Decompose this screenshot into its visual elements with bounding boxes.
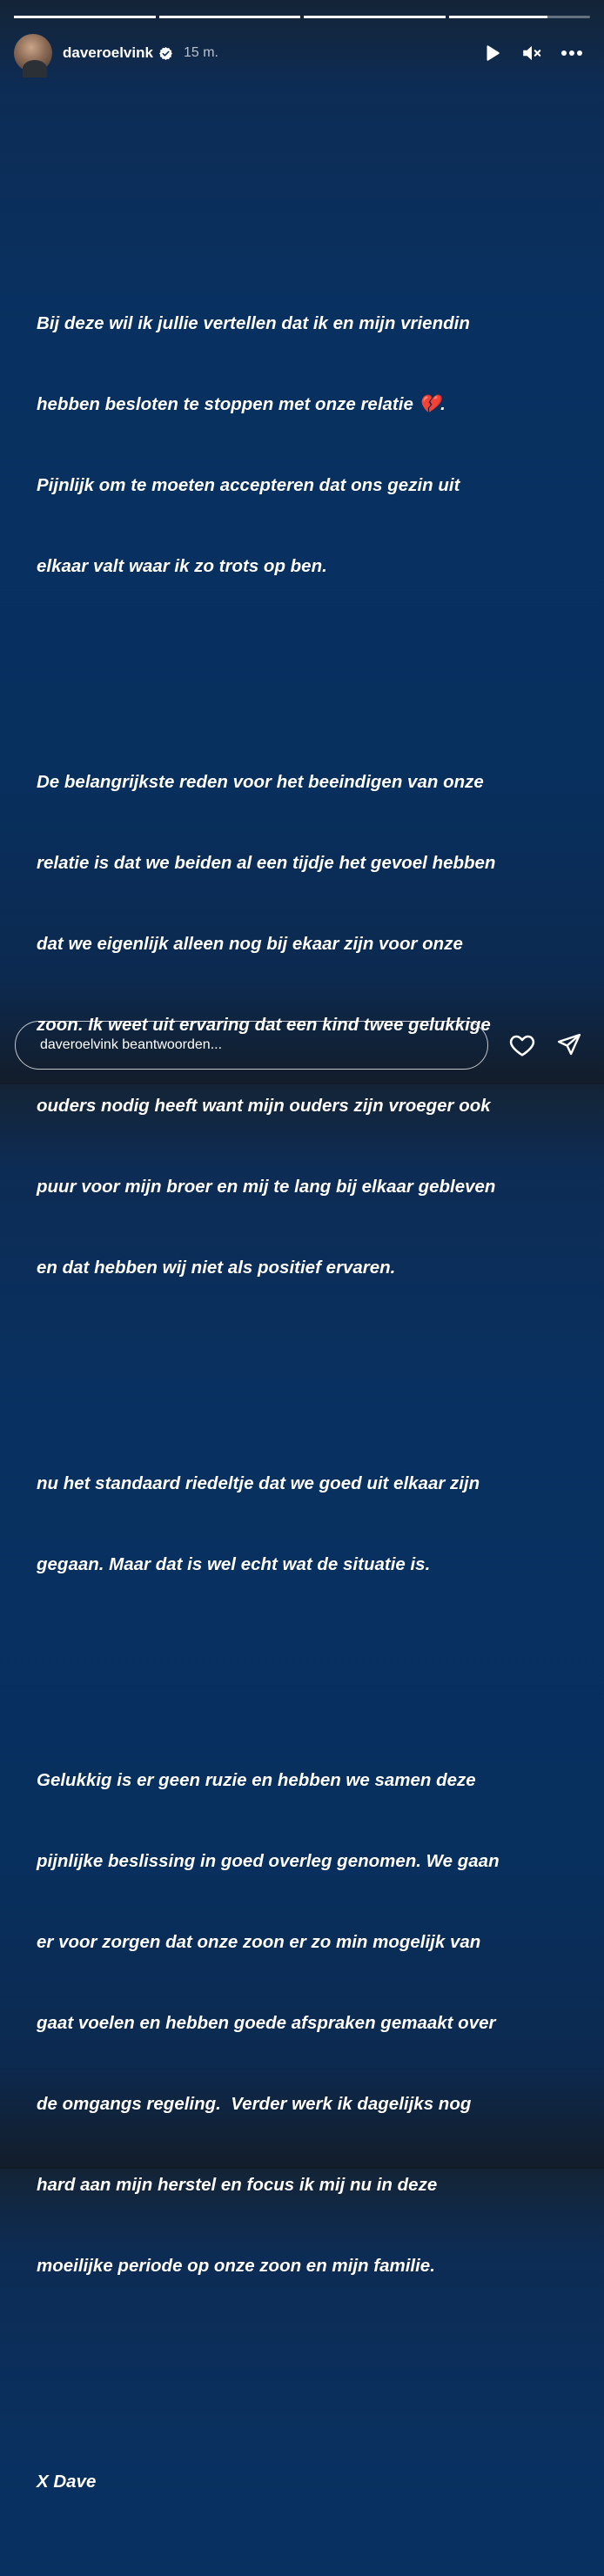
reply-bar	[15, 1020, 589, 1070]
story-line: hard aan mijn herstel en focus ik mij nu in deze	[37, 2175, 438, 2195]
story-progress-bar	[14, 16, 590, 18]
more-options-button[interactable]	[560, 42, 583, 64]
avatar[interactable]	[14, 34, 52, 72]
play-button[interactable]	[480, 42, 503, 64]
story-line: Bij deze wil ik jullie vertellen dat ik en mijn vriendin	[37, 313, 470, 333]
story-line: De belangrijkste reden voor het beeindigen van onze	[37, 772, 484, 792]
story-line: Gelukkig is er geen ruzie en hebben we samen deze	[37, 1770, 476, 1790]
like-button[interactable]	[507, 1030, 537, 1060]
story-line: pijnlijke beslissing in goed overleg genomen. We gaan	[37, 1851, 500, 1871]
progress-segment	[159, 16, 301, 18]
progress-segment	[14, 16, 156, 18]
play-icon	[482, 44, 501, 63]
story-line: de omgangs regeling. Verder werk ik dagelijks nog	[37, 2094, 472, 2114]
reply-input[interactable]	[15, 1021, 488, 1070]
mute-button[interactable]	[520, 42, 543, 64]
send-icon	[556, 1032, 582, 1058]
progress-segment-fill	[14, 16, 156, 18]
story-line: Pijnlijk om te moeten accepteren dat ons gezin uit	[37, 475, 460, 495]
username-link[interactable]: daveroelvink	[63, 44, 153, 61]
progress-segment-fill	[449, 16, 548, 18]
story-line: er voor zorgen dat onze zoon er zo min mogelijk van	[37, 1932, 481, 1952]
story-line: elkaar valt waar ik zo trots op ben.	[37, 556, 327, 576]
progress-segment-fill	[159, 16, 301, 18]
progress-segment-fill	[304, 16, 446, 18]
more-horizontal-icon	[560, 42, 584, 64]
story-line: X Dave	[37, 2472, 97, 2492]
story-signature	[37, 2414, 594, 2549]
reply-placeholder: daveroelvink beantwoorden...	[40, 1037, 223, 1052]
verified-badge-icon	[158, 46, 173, 61]
story-line: gaat voelen en hebben goede afspraken gemaakt over	[37, 2013, 496, 2033]
story-header	[14, 33, 590, 73]
story-line: nu het standaard riedeltje dat we goed uit elkaar zijn	[37, 1473, 480, 1493]
story-controls	[480, 42, 583, 64]
story-timestamp: 15 m.	[183, 45, 218, 60]
story-paragraph	[37, 1416, 594, 1632]
story-line: ouders nodig heeft want mijn ouders zijn vroeger ook	[37, 1096, 491, 1116]
story-line: puur voor mijn broer en mij te lang bij elkaar gebleven	[37, 1177, 496, 1197]
story-line: gegaan. Maar dat is wel echt wat de situatie is.	[37, 1554, 431, 1574]
story-line: moeilijke periode op onze zoon en mijn familie.	[37, 2256, 435, 2276]
story-paragraph	[37, 1713, 594, 2333]
story-line: hebben besloten te stoppen met onze relatie 💔.	[37, 394, 446, 414]
story-text	[37, 202, 594, 2576]
story-line: relatie is dat we beiden al een tijdje het gevoel hebben	[37, 853, 496, 873]
story-line: en dat hebben wij niet als positief ervaren.	[37, 1258, 396, 1278]
story-paragraph	[37, 256, 594, 634]
send-button[interactable]	[554, 1030, 584, 1060]
progress-segment	[304, 16, 446, 18]
story-line: dat we eigenlijk alleen nog bij ekaar zijn voor onze	[37, 934, 463, 954]
story-line: zoon. Ik weet uit ervaring dat een kind twee gelukkige	[37, 1015, 491, 1035]
heart-icon	[508, 1031, 536, 1059]
speaker-muted-icon	[520, 42, 543, 64]
progress-segment	[449, 16, 591, 18]
